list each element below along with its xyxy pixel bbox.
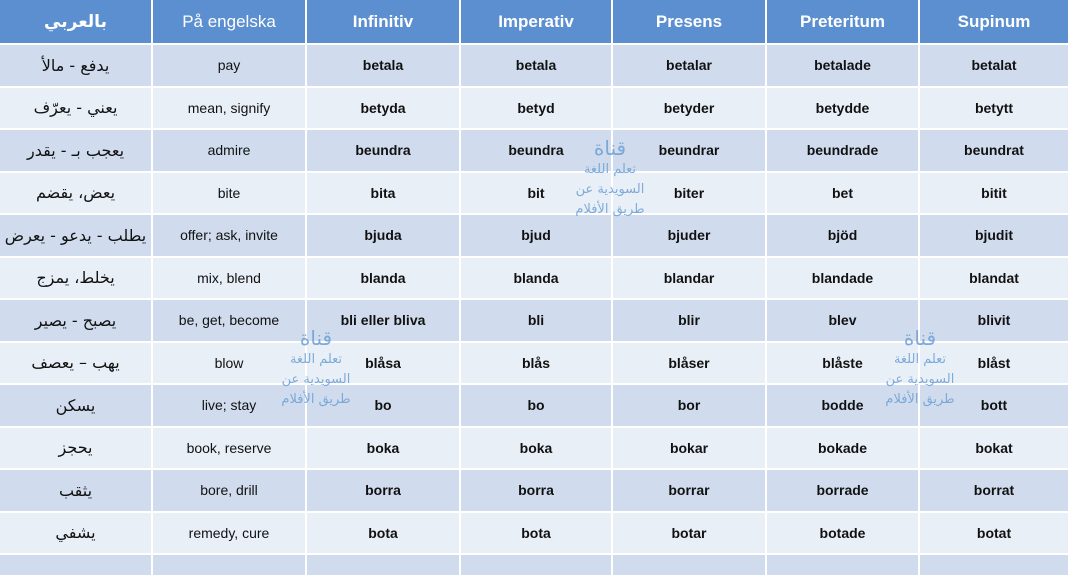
presens-cell: blir xyxy=(612,299,766,342)
watermark-line: طريق الأفلام xyxy=(885,392,955,408)
arabic-cell: يثقب xyxy=(0,469,152,512)
english-cell: mean, signify xyxy=(152,87,306,130)
watermark-line: تعلم اللغة xyxy=(893,352,947,367)
preteritum-cell: bokade xyxy=(766,427,919,470)
watermark-title: قناة xyxy=(593,136,627,160)
english-cell: pay xyxy=(152,44,306,87)
presens-cell: borrar xyxy=(612,469,766,512)
table-row xyxy=(0,257,1069,300)
arabic-cell: يحجز xyxy=(0,427,152,470)
table-row xyxy=(0,172,1069,215)
table-row xyxy=(0,469,1069,512)
imperativ-cell: bjud xyxy=(460,214,612,257)
english-cell: blow xyxy=(152,342,306,385)
presens-cell: blandar xyxy=(612,257,766,300)
preteritum-cell: betalade xyxy=(766,44,919,87)
english-cell: book, reserve xyxy=(152,427,306,470)
watermark-title: قناة xyxy=(903,326,937,350)
header-supinum: Supinum xyxy=(919,0,1069,44)
header-infinitiv: Infinitiv xyxy=(306,0,460,44)
header-english: På engelska xyxy=(152,0,306,44)
english-cell: remedy, cure xyxy=(152,512,306,555)
watermark-line: طريق الأفلام xyxy=(575,202,645,218)
preteritum-cell: beundrade xyxy=(766,129,919,172)
empty-cell xyxy=(306,554,460,576)
english-cell: bore, drill xyxy=(152,469,306,512)
preteritum-cell: bet xyxy=(766,172,919,215)
imperativ-cell: betala xyxy=(460,44,612,87)
english-cell: live; stay xyxy=(152,384,306,427)
table-row xyxy=(0,342,1069,385)
infinitiv-cell: bjuda xyxy=(306,214,460,257)
header-preteritum: Preteritum xyxy=(766,0,919,44)
english-cell: admire xyxy=(152,129,306,172)
table-row xyxy=(0,129,1069,172)
english-cell: bite xyxy=(152,172,306,215)
watermark-line: طريق الأفلام xyxy=(281,392,351,408)
infinitiv-cell: boka xyxy=(306,427,460,470)
watermark-line: تعلم اللغة xyxy=(289,352,343,367)
supinum-cell: bjudit xyxy=(919,214,1069,257)
infinitiv-cell: blanda xyxy=(306,257,460,300)
presens-cell: botar xyxy=(612,512,766,555)
supinum-cell: blandat xyxy=(919,257,1069,300)
english-cell: be, get, become xyxy=(152,299,306,342)
presens-cell: beundrar xyxy=(612,129,766,172)
table-row xyxy=(0,384,1069,427)
imperativ-cell: bli xyxy=(460,299,612,342)
preteritum-cell: borrade xyxy=(766,469,919,512)
imperativ-cell: betyd xyxy=(460,87,612,130)
header-imperativ: Imperativ xyxy=(460,0,612,44)
imperativ-cell: blanda xyxy=(460,257,612,300)
supinum-cell: botat xyxy=(919,512,1069,555)
supinum-cell: blivit xyxy=(919,299,1069,342)
header-arabic: بالعربي xyxy=(0,0,152,44)
watermark-title: قناة xyxy=(299,326,333,350)
presens-cell: biter xyxy=(612,172,766,215)
infinitiv-cell: bita xyxy=(306,172,460,215)
arabic-cell: يصبح - يصير xyxy=(0,299,152,342)
english-cell: offer; ask, invite xyxy=(152,214,306,257)
imperativ-cell: bit xyxy=(460,172,612,215)
supinum-cell: bokat xyxy=(919,427,1069,470)
imperativ-cell: bota xyxy=(460,512,612,555)
preteritum-cell: bodde xyxy=(766,384,919,427)
arabic-cell: يهب – يعصف xyxy=(0,342,152,385)
supinum-cell: beundrat xyxy=(919,129,1069,172)
imperativ-cell: blås xyxy=(460,342,612,385)
watermark-line: تعلم اللغة xyxy=(583,162,637,177)
preteritum-cell: betydde xyxy=(766,87,919,130)
table-row xyxy=(0,299,1069,342)
infinitiv-cell: bota xyxy=(306,512,460,555)
table-row xyxy=(0,512,1069,555)
empty-cell xyxy=(766,554,919,576)
empty-cell xyxy=(919,554,1069,576)
infinitiv-cell: bli eller bliva xyxy=(306,299,460,342)
arabic-cell: يعني - يعرّف xyxy=(0,87,152,130)
empty-cell xyxy=(0,554,152,576)
presens-cell: blåser xyxy=(612,342,766,385)
table-row-partial xyxy=(0,554,1069,576)
preteritum-cell: blandade xyxy=(766,257,919,300)
empty-cell xyxy=(460,554,612,576)
table-row xyxy=(0,44,1069,87)
presens-cell: betyder xyxy=(612,87,766,130)
presens-cell: betalar xyxy=(612,44,766,87)
preteritum-cell: blåste xyxy=(766,342,919,385)
supinum-cell: bitit xyxy=(919,172,1069,215)
arabic-cell: يطلب - يدعو - يعرض xyxy=(0,214,152,257)
header-presens: Presens xyxy=(612,0,766,44)
preteritum-cell: blev xyxy=(766,299,919,342)
infinitiv-cell: beundra xyxy=(306,129,460,172)
supinum-cell: borrat xyxy=(919,469,1069,512)
imperativ-cell: borra xyxy=(460,469,612,512)
table-row xyxy=(0,214,1069,257)
watermark-line: السويدية عن xyxy=(575,182,645,198)
presens-cell: bor xyxy=(612,384,766,427)
header-row xyxy=(0,0,1069,44)
arabic-cell: يعض، يقضم xyxy=(0,172,152,215)
supinum-cell: betytt xyxy=(919,87,1069,130)
empty-cell xyxy=(612,554,766,576)
table-row xyxy=(0,427,1069,470)
arabic-cell: يسكن xyxy=(0,384,152,427)
watermark-line: السويدية عن xyxy=(281,372,351,388)
infinitiv-cell: blåsa xyxy=(306,342,460,385)
imperativ-cell: boka xyxy=(460,427,612,470)
infinitiv-cell: betyda xyxy=(306,87,460,130)
presens-cell: bokar xyxy=(612,427,766,470)
watermark-line: السويدية عن xyxy=(885,372,955,388)
imperativ-cell: beundra xyxy=(460,129,612,172)
preteritum-cell: bjöd xyxy=(766,214,919,257)
table-row xyxy=(0,87,1069,130)
supinum-cell: blåst xyxy=(919,342,1069,385)
supinum-cell: betalat xyxy=(919,44,1069,87)
arabic-cell: يعجب بـ - يقدر xyxy=(0,129,152,172)
arabic-cell: يخلط، يمزج xyxy=(0,257,152,300)
presens-cell: bjuder xyxy=(612,214,766,257)
english-cell: mix, blend xyxy=(152,257,306,300)
preteritum-cell: botade xyxy=(766,512,919,555)
infinitiv-cell: betala xyxy=(306,44,460,87)
arabic-cell: يشفي xyxy=(0,512,152,555)
empty-cell xyxy=(152,554,306,576)
imperativ-cell: bo xyxy=(460,384,612,427)
infinitiv-cell: borra xyxy=(306,469,460,512)
arabic-cell: يدفع - مالأ xyxy=(0,44,152,87)
infinitiv-cell: bo xyxy=(306,384,460,427)
supinum-cell: bott xyxy=(919,384,1069,427)
